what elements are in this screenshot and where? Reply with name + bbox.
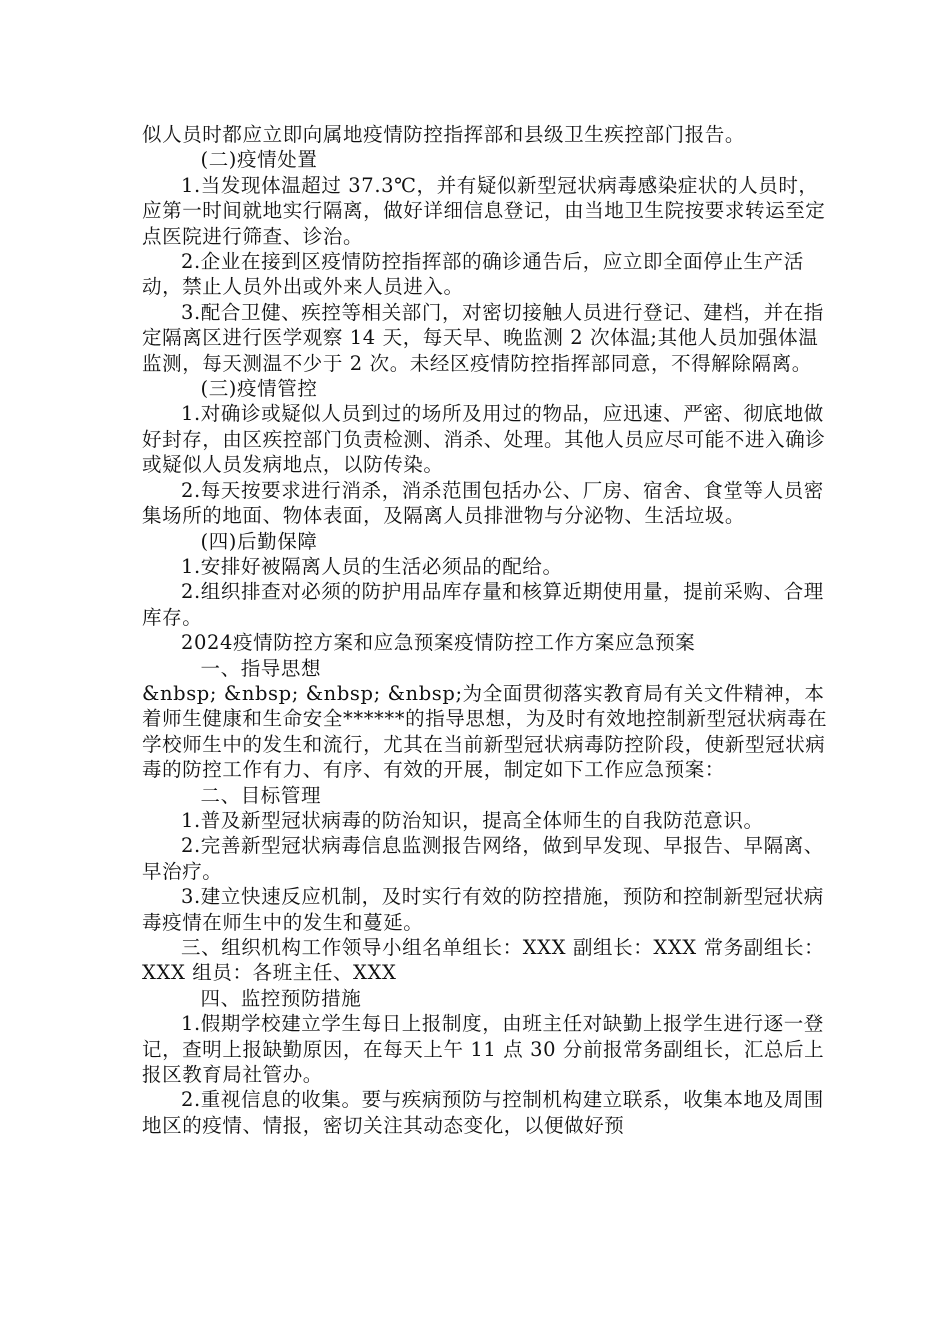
paragraph: &nbsp; &nbsp; &nbsp; &nbsp;为全面贯彻落实教育局有关文件精神，本着师生健康和生命安全******的指导思想，为及时有效地控制新型冠状病毒在学校师生中的发生和流行，尤其在当前新型冠状病毒防控阶段，使新型冠状病毒的防控工作有力、有序、有效的开展，制定如下工作应急预案：: [142, 681, 828, 782]
paragraph: 2.完善新型冠状病毒信息监测报告网络，做到早发现、早报告、早隔离、早治疗。: [142, 834, 824, 883]
paragraph: 3.建立快速反应机制，及时实行有效的防控措施，预防和控制新型冠状病毒疫情在师生中的发生和蔓延。: [142, 885, 824, 934]
paragraph: 似人员时都应立即向属地疫情防控指挥部和县级卫生疾控部门报告。: [142, 123, 746, 146]
section-heading: (三)疫情管控: [200, 377, 318, 401]
paragraph: 3.配合卫健、疾控等相关部门，对密切接触人员进行登记、建档，并在指定隔离区进行医学观察 14 天，每天早、晚监测 2 次体温;其他人员加强体温监测，每天测温不少于 2 次。未经区疫情防控指挥部同意，不得解除隔离。: [142, 300, 824, 375]
paragraph: 2.每天按要求进行消杀，消杀范围包括办公、厂房、宿舍、食堂等人员密集场所的地面、物体表面，及隔离人员排泄物与分泌物、生活垃圾。: [142, 478, 824, 528]
paragraph: 1.普及新型冠状病毒的防治知识，提高全体师生的自我防范意识。: [181, 808, 764, 832]
section-heading: (二)疫情处置: [200, 148, 318, 172]
paragraph: 2.重视信息的收集。要与疾病预防与控制机构建立联系，收集本地及周围地区的疫情、情报，密切关注其动态变化，以便做好预: [142, 1088, 824, 1137]
paragraph: 1.假期学校建立学生每日上报制度，由班主任对缺勤上报学生进行逐一登记，查明上报缺勤原因，在每天上午 11 点 30 分前报常务副组长，汇总后上报区教育局社管办。: [142, 1012, 825, 1087]
section-heading: 二、目标管理: [200, 783, 322, 807]
section-heading: 一、指导思想: [200, 656, 322, 680]
section-heading: (四)后勤保障: [200, 529, 318, 553]
paragraph: 2.组织排查对必须的防护用品库存量和核算近期使用量，提前采购、合理库存。: [142, 580, 824, 629]
paragraph: 1.当发现体温超过 37.3℃，并有疑似新型冠状病毒感染症状的人员时，应第一时间就地实行隔离，做好详细信息登记，由当地卫生院按要求转运至定点医院进行筛查、诊治。: [142, 173, 826, 248]
section-heading: 四、监控预防措施: [200, 986, 362, 1010]
paragraph: 1.对确诊或疑似人员到过的场所及用过的物品，应迅速、严密、彻底地做好封存，由区疾控部门负责检测、消杀、处理。其他人员应尽可能不进入确诊或疑似人员发病地点，以防传染。: [142, 402, 826, 477]
document-body: [142, 122, 828, 1138]
document-title: 2024疫情防控方案和应急预案疫情防控工作方案应急预案: [181, 631, 696, 655]
paragraph: 三、组织机构工作领导小组名单组长：XXX 副组长：XXX 常务副组长：XXX 组员：各班主任、XXX: [142, 936, 825, 985]
paragraph: 2.企业在接到区疫情防控指挥部的确诊通告后，应立即全面停止生产活动，禁止人员外出或外来人员进入。: [142, 250, 804, 299]
paragraph: 1.安排好被隔离人员的生活必须品的配给。: [181, 554, 563, 578]
